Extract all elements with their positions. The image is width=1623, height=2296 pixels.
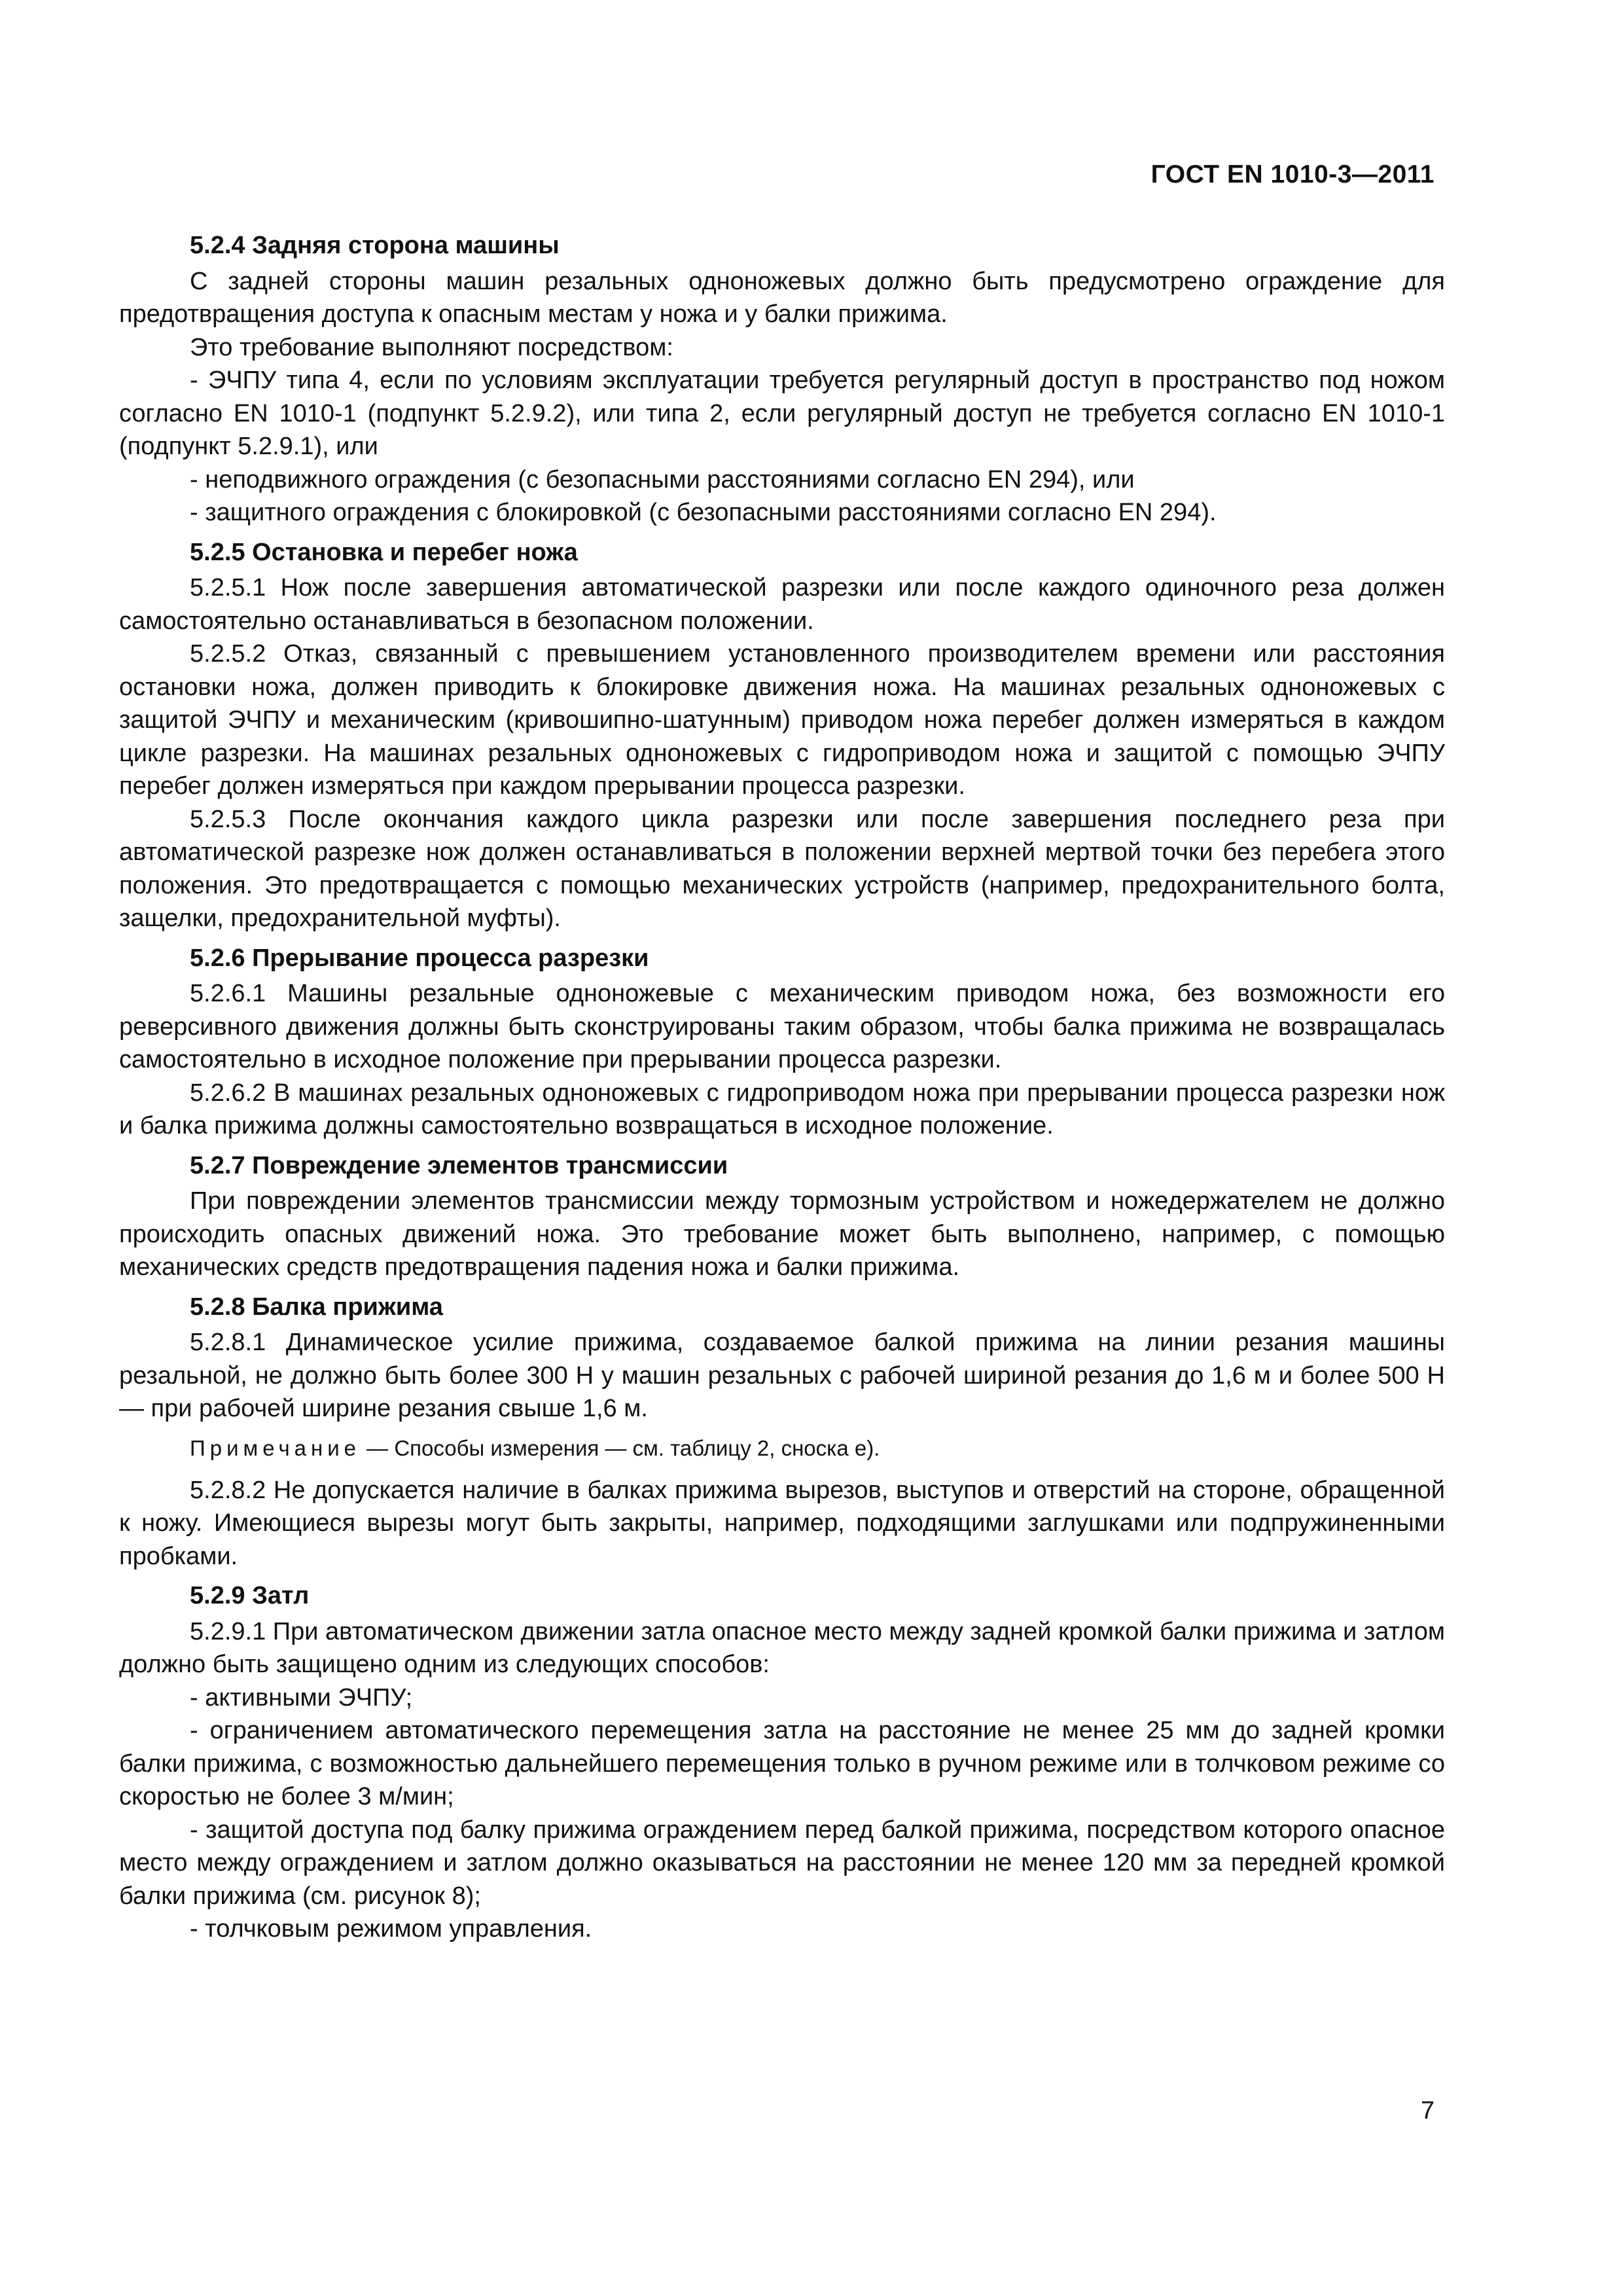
list-item: - ЭЧПУ типа 4, если по условиям эксплуатации требуется регулярный доступ в пространство под ножом согласно EN 1010-1 (подпункт 5.2.9.2), или типа 2, если регулярный доступ не требуется согласно EN 1010-1 (подпункт 5.2.9.1), или [119, 367, 1445, 460]
paragraph: 5.2.6.1 Машины резальные одноножевые с механическим приводом ножа, без возможности его реверсивного движения должны быть сконструированы таким образом, чтобы балка прижима не возвращалась самостоятельно в исходное положение при прерывании процесса разрезки. [119, 980, 1445, 1073]
section-heading-5-2-6: 5.2.6 Прерывание процесса разрезки [190, 944, 649, 972]
list-item: - защитного ограждения с блокировкой (с безопасными расстояниями согласно EN 294). [190, 499, 1217, 526]
paragraph: 5.2.8.1 Динамическое усилие прижима, создаваемое балкой прижима на линии резания машины резальной, не должно быть более 300 Н у машин резальных с рабочей шириной резания до 1,6 м и более 500 Н — при рабочей ширине резания свыше 1,6 м. [119, 1329, 1445, 1422]
section-heading-5-2-5: 5.2.5 Остановка и перебег ножа [190, 538, 578, 566]
list-item: - защитой доступа под балку прижима ограждением перед балкой прижима, посредством которого опасное место между ограждением и затлом должно оказываться на расстоянии не менее 120 мм за передней кромкой балки прижима (см. рисунок 8); [119, 1816, 1445, 1910]
paragraph: С задней стороны машин резальных одноножевых должно быть предусмотрено ограждение для предотвращения доступа к опасным местам у ножа и у балки прижима. [119, 267, 1445, 328]
list-item: - ограничением автоматического перемещения затла на расстояние не менее 25 мм до задней кромки балки прижима, с возможностью дальнейшего перемещения только в ручном режиме или в толчковом режиме со скоростью не более 3 м/мин; [119, 1717, 1445, 1810]
list-item: - толчковым режимом управления. [190, 1915, 592, 1943]
paragraph: 5.2.5.2 Отказ, связанный с превышением установленного производителем времени или расстояния остановки ножа, должен приводить к блокировке движения ножа. На машинах резальных одноножевых с защитой ЭЧПУ и механическим (кривошипно-шатунным) приводом ножа перебег должен измеряться в каждом цикле разрезки. На машинах резальных одноножевых с гидроприводом ножа и защитой с помощью ЭЧПУ перебег должен измеряться при каждом прерывании процесса разрезки. [119, 640, 1445, 800]
section-heading-5-2-4: 5.2.4 Задняя сторона машины [190, 232, 560, 259]
document-body [119, 229, 1445, 1946]
list-item: - неподвижного ограждения (с безопасными расстояниями согласно EN 294), или [190, 465, 1135, 493]
paragraph: При повреждении элементов трансмиссии между тормозным устройством и ножедержателем не должно происходить опасных движений ножа. Это требование может быть выполнено, например, с помощью механических средств предотвращения падения ножа и балки прижима. [119, 1187, 1445, 1281]
list-item: - активными ЭЧПУ; [190, 1683, 413, 1712]
section-heading-5-2-8: 5.2.8 Балка прижима [190, 1293, 443, 1321]
paragraph: 5.2.9.1 При автоматическом движении затла опасное место между задней кромкой балки прижима и затлом должно быть защищено одним из следующих способов: [119, 1617, 1445, 1678]
paragraph: 5.2.6.2 В машинах резальных одноножевых с гидроприводом ножа при прерывании процесса разрезки нож и балка прижима должны самостоятельно возвращаться в исходное положение. [119, 1079, 1445, 1139]
note-label: Примечание [190, 1435, 361, 1460]
note [119, 1433, 1445, 1463]
paragraph: 5.2.5.1 Нож после завершения автоматической разрезки или после каждого одиночного реза должен самостоятельно останавливаться в безопасном положении. [119, 574, 1445, 635]
page-number: 7 [1420, 2097, 1435, 2125]
section-heading-5-2-7: 5.2.7 Повреждение элементов трансмиссии [190, 1151, 728, 1179]
paragraph: Это требование выполняют посредством: [190, 333, 673, 361]
section-heading-5-2-9: 5.2.9 Затл [190, 1582, 310, 1609]
paragraph: 5.2.8.2 Не допускается наличие в балках прижима вырезов, выступов и отверстий на стороне, обращенной к ножу. Имеющиеся вырезы могут быть закрыты, например, подходящими заглушками или подпружиненными пробками. [119, 1476, 1445, 1570]
paragraph: 5.2.5.3 После окончания каждого цикла разрезки или после завершения последнего реза при автоматической разрезке нож должен останавливаться в положении верхней мертвой точки без перебега этого положения. Это предотвращается с помощью механических устройств (например, предохранительного болта, защелки, предохранительной муфты). [119, 805, 1445, 932]
document-header: ГОСТ EN 1010-3—2011 [1150, 160, 1435, 188]
note-text: — Способы измерения — см. таблицу 2, сноска е). [361, 1435, 880, 1460]
